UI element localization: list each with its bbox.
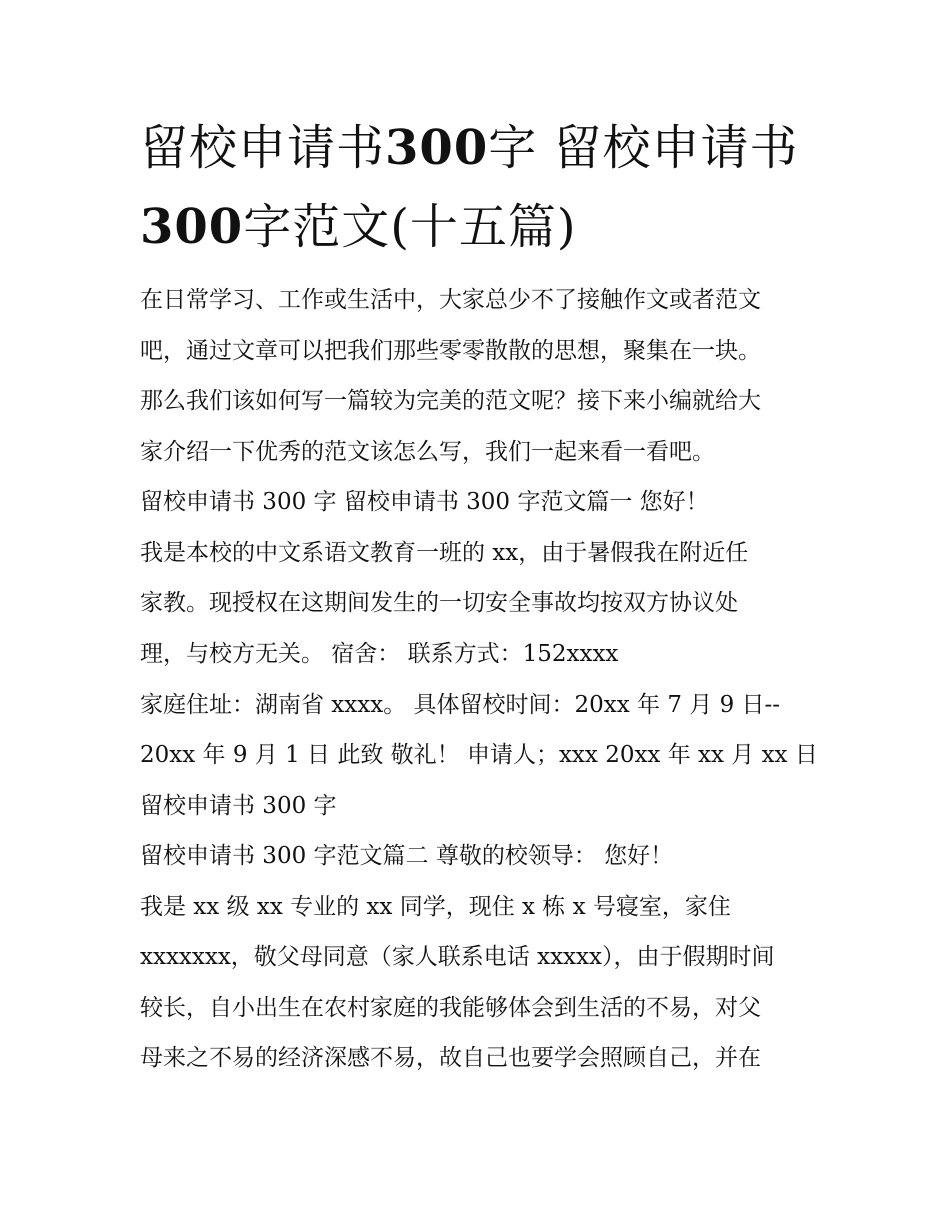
document-title-line-1: 留校申请书300字 留校申请书 — [140, 120, 799, 176]
body-line-3: 那么我们该如何写一篇较为完美的范文呢？接下来小编就给大 — [140, 388, 761, 414]
body-line-4: 家介绍一下优秀的范文该怎么写，我们一起来看一看吧。 — [140, 439, 715, 465]
document-title-line-2: 300字范文(十五篇) — [140, 199, 577, 255]
body-line-10: 20xx 年 9 月 1 日 此致 敬礼！ 申请人；xxx 20xx 年 xx 月 xx 日 — [140, 742, 818, 768]
body-line-2: 吧，通过文章可以把我们那些零零散散的思想，聚集在一块。 — [140, 338, 761, 364]
body-line-1: 在日常学习、工作或生活中，大家总少不了接触作文或者范文 — [140, 287, 761, 313]
body-line-11: 留校申请书 300 字 — [140, 793, 337, 819]
body-line-12: 留校申请书 300 字范文篇二 尊敬的校领导： 您好！ — [140, 843, 674, 869]
body-line-8: 理，与校方无关。 宿舍： 联系方式：152xxxx — [140, 641, 619, 667]
body-line-6: 我是本校的中文系语文教育一班的 xx，由于暑假我在附近任 — [140, 540, 749, 566]
body-line-15: 较长，自小出生在农村家庭的我能够体会到生活的不易，对父 — [140, 995, 761, 1021]
body-line-16: 母来之不易的经济深感不易，故自己也要学会照顾自己，并在 — [140, 1045, 761, 1071]
body-line-5: 留校申请书 300 字 留校申请书 300 字范文篇一 您好！ — [140, 489, 709, 515]
body-line-9: 家庭住址：湖南省 xxxx。 具体留校时间：20xx 年 7 月 9 日-- — [140, 692, 781, 718]
body-line-7: 家教。现授权在这期间发生的一切安全事故均按双方协议处 — [140, 590, 738, 616]
body-line-14: xxxxxxx，敬父母同意（家人联系电话 xxxxx），由于假期时间 — [140, 944, 775, 970]
body-line-13: 我是 xx 级 xx 专业的 xx 同学，现住 x 栋 x 号寝室，家住 — [140, 894, 731, 920]
